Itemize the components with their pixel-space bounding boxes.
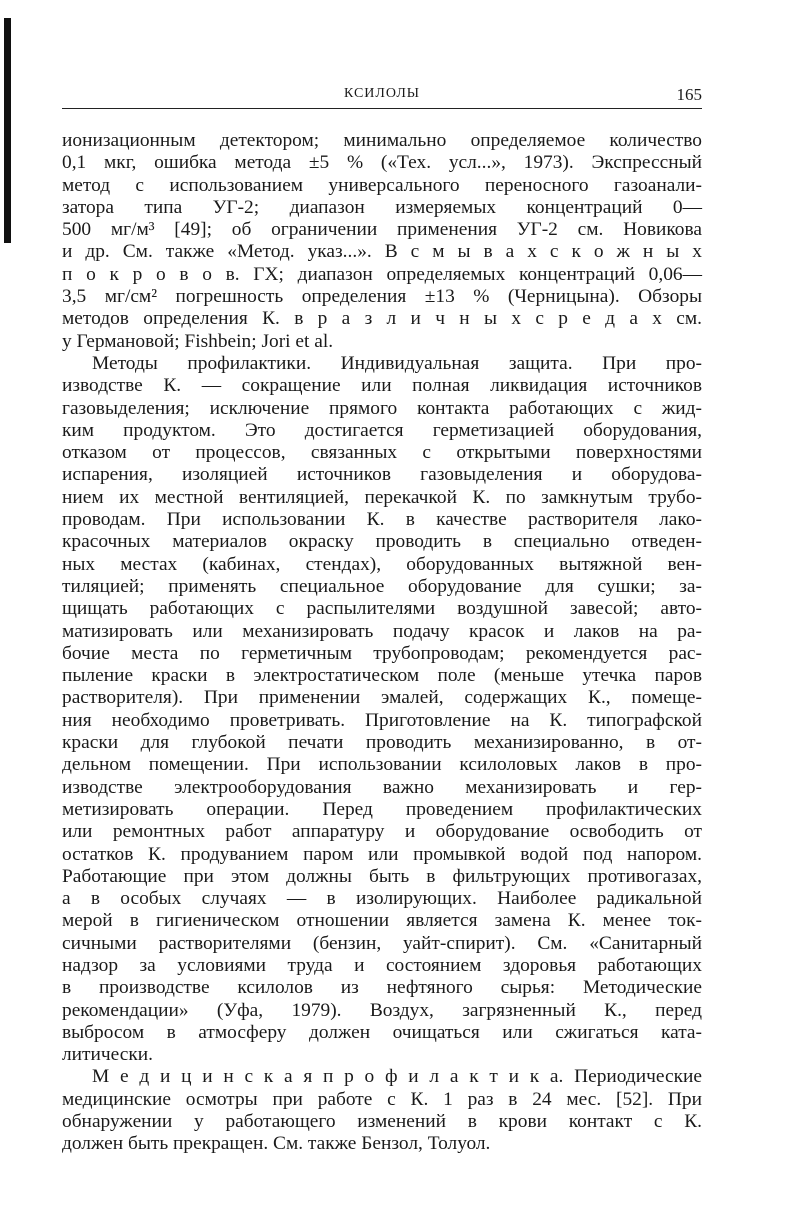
text-line: щищать работающих с распылителями воздушной завесой; авто- — [62, 598, 702, 620]
page-number: 165 — [676, 85, 702, 104]
text-line: ных местах (кабинах, стендах), оборудованных вытяжной вен- — [62, 553, 702, 575]
text-line: обнаружении у работающего изменений в крови контакт с К. — [62, 1111, 702, 1133]
text-line: рекомендации» (Уфа, 1979). Воздух, загрязненный К., перед — [62, 999, 702, 1021]
text-line: в производстве ксилолов из нефтяного сырья: Методические — [62, 977, 702, 999]
text-line: дельном помещении. При использовании ксилоловых лаков в про- — [62, 754, 702, 776]
text-line: изводстве К. — сокращение или полная ликвидация источников — [62, 375, 702, 397]
text-line: пыление краски в электростатическом поле (меньше утечка паров — [62, 665, 702, 687]
text-line: отказом от процессов, связанных с открытыми поверхностями — [62, 442, 702, 464]
text-line: красочных материалов окраску проводить в специально отведен- — [62, 531, 702, 553]
text-line: у Германовой; Fishbein; Jori et al. — [62, 330, 334, 352]
body-text — [62, 130, 702, 1156]
text-line: или ремонтных работ аппаратуру и оборудование освободить от — [62, 821, 702, 843]
text-line: ния необходимо проветривать. Приготовление на К. типографской — [62, 709, 702, 731]
text-line: сичными растворителями (бензин, уайт-спирит). См. «Санитарный — [62, 932, 702, 954]
text-line: М е д и ц и н с к а я п р о ф и л а к т и к а. Периодические — [92, 1066, 702, 1088]
text-line: тиляцией; применять специальное оборудование для сушки; за- — [62, 575, 702, 597]
text-line: метизировать операции. Перед проведением профилактических — [62, 798, 702, 820]
text-line: литически. — [62, 1044, 153, 1066]
text-line: краски для глубокой печати проводить механизированно, в от- — [62, 732, 702, 754]
text-line: нием их местной вентиляцией, перекачкой К. по замкнутым трубо- — [62, 486, 702, 508]
text-line: испарения, изоляцией источников газовыделения и оборудова- — [62, 464, 702, 486]
text-line: выбросом в атмосферу должен очищаться или сжигаться ката- — [62, 1021, 702, 1043]
text-line: 0,1 мкг, ошибка метода ±5 % («Тех. усл...», 1973). Экспрессный — [62, 152, 702, 174]
running-title: КСИЛОЛЫ — [343, 86, 421, 101]
text-line: проводам. При использовании К. в качестве растворителя лако- — [62, 509, 702, 531]
text-line: метод с использованием универсального переносного газоанали- — [62, 174, 702, 196]
page-edge-bar — [4, 18, 11, 243]
text-line: матизировать или механизировать подачу красок и лаков на ра- — [62, 620, 702, 642]
text-line: ким продуктом. Это достигается герметизацией оборудования, — [62, 419, 702, 441]
text-line: п о к р о в о в. ГХ; диапазон определяемых концентраций 0,06— — [62, 263, 702, 285]
text-line: Работающие при этом должны быть в фильтрующих противогазах, — [62, 865, 702, 887]
text-line: остатков К. продуванием паром или промывкой водой под напором. — [62, 843, 702, 865]
text-line: методов определения К. в р а з л и ч н ы х с р е д а х см. — [62, 308, 702, 330]
text-line: затора типа УГ-2; диапазон измеряемых концентраций 0— — [62, 196, 702, 218]
text-line: изводстве электрооборудования важно механизировать и гер- — [62, 776, 702, 798]
text-line: а в особых случаях — в изолирующих. Наиболее радикальной — [62, 888, 702, 910]
text-line: мерой в гигиеническом отношении является замена К. менее ток- — [62, 910, 702, 932]
text-line: ионизационным детектором; минимально определяемое количество — [62, 130, 702, 151]
text-line: 3,5 мг/см² погрешность определения ±13 % (Черницына). Обзоры — [62, 286, 702, 308]
text-line: медицинские осмотры при работе с К. 1 раз в 24 мес. [52]. При — [62, 1088, 702, 1110]
text-line: растворителя). При применении эмалей, содержащих К., помеще- — [62, 687, 702, 709]
text-line: 500 мг/м³ [49]; об ограничении применения УГ-2 см. Новикова — [62, 219, 702, 241]
text-line: газовыделения; исключение прямого контакта работающих с жид- — [62, 397, 702, 419]
text-line: бочие места по герметичным трубопроводам; рекомендуется рас- — [62, 642, 702, 664]
text-line: Методы профилактики. Индивидуальная защита. При про- — [92, 352, 702, 374]
running-header — [62, 84, 702, 109]
text-line: и др. См. также «Метод. указ...». В с м ы в а х с к о ж н ы х — [62, 241, 702, 263]
text-line: надзор за условиями труда и состоянием здоровья работающих — [62, 954, 702, 976]
text-line: должен быть прекращен. См. также Бензол, Толуол. — [62, 1133, 491, 1155]
